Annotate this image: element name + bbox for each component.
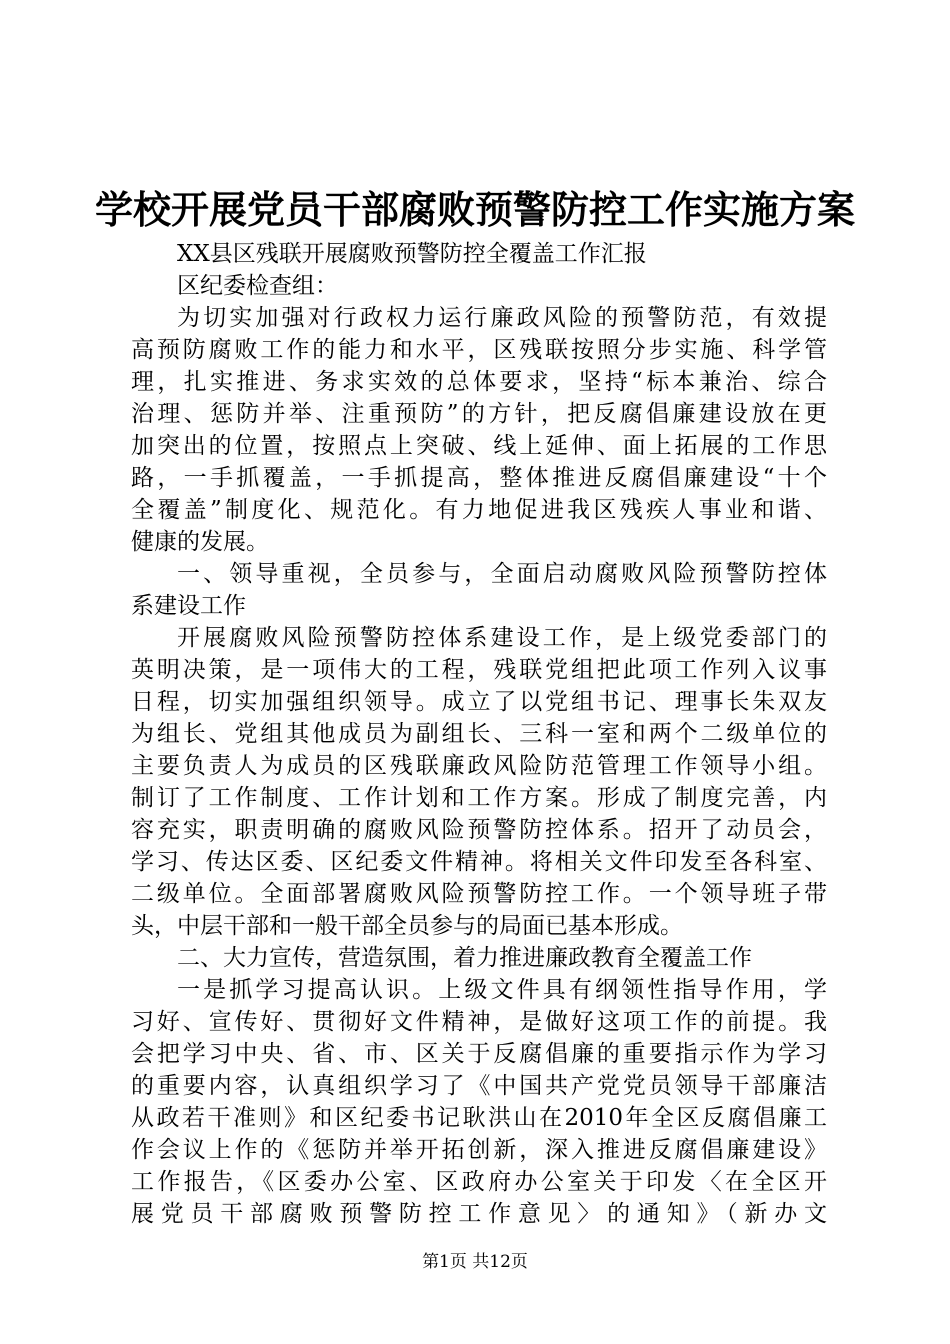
body-line: 加突出的位置，按照点上突破、线上延伸、面上拓展的工作思 (131, 433, 827, 459)
body-line: 容充实，职责明确的腐败风险预警防控体系。招开了动员会， (131, 817, 827, 843)
body-line: 制订了工作制度、工作计划和工作方案。形成了制度完善，内 (131, 785, 827, 811)
body-line: 开展腐败风险预警防控体系建设工作，是上级党委部门的 (177, 625, 827, 651)
body-line: 习好、宣传好、贯彻好文件精神，是做好这项工作的前提。我 (131, 1009, 827, 1035)
body-line: 全覆盖”制度化、规范化。有力地促进我区残疾人事业和谐、 (131, 497, 827, 523)
body-line: 展党员干部腐败预警防控工作意见〉的通知》（新办文 (131, 1201, 827, 1227)
body-line: 区纪委检查组： (177, 273, 338, 299)
body-line: 会把学习中央、省、市、区关于反腐倡廉的重要指示作为学习 (131, 1041, 827, 1067)
body-line: 治理、惩防并举、注重预防”的方针，把反腐倡廉建设放在更 (131, 401, 827, 427)
body-line: 路，一手抓覆盖，一手抓提高，整体推进反腐倡廉建设“十个 (131, 465, 827, 491)
body-line: 头，中层干部和一般干部全员参与的局面已基本形成。 (131, 913, 683, 939)
body-line: 英明决策，是一项伟大的工程，残联党组把此项工作列入议事 (131, 657, 827, 683)
body-line: 为切实加强对行政权力运行廉政风险的预警防范，有效提 (177, 305, 827, 331)
body-line: XX县区残联开展腐败预警防控全覆盖工作汇报 (177, 241, 647, 267)
body-line: 主要负责人为成员的区残联廉政风险防范管理工作领导小组。 (131, 753, 827, 779)
body-line: 理，扎实推进、务求实效的总体要求，坚持“标本兼治、综合 (131, 369, 827, 395)
body-line: 健康的发展。 (131, 529, 269, 555)
body-line: 的重要内容，认真组织学习了《中国共产党党员领导干部廉洁 (131, 1073, 827, 1099)
body-line: 高预防腐败工作的能力和水平，区残联按照分步实施、科学管 (131, 337, 827, 363)
document-title: 学校开展党员干部腐败预警防控工作实施方案 (94, 187, 855, 232)
body-line: 二、大力宣传，营造氛围，着力推进廉政教育全覆盖工作 (177, 945, 752, 971)
page-footer: 第1页 共12页 (422, 1252, 528, 1272)
body-line: 二级单位。全面部署腐败风险预警防控工作。一个领导班子带 (131, 881, 827, 907)
document-body (131, 238, 827, 1230)
body-line: 工作报告，《区委办公室、区政府办公室关于印发〈在全区开 (131, 1169, 827, 1195)
body-line: 日程，切实加强组织领导。成立了以党组书记、理事长朱双友 (131, 689, 827, 715)
body-line: 学习、传达区委、区纪委文件精神。将相关文件印发至各科室、 (131, 849, 827, 875)
body-line: 作会议上作的《惩防并举开拓创新，深入推进反腐倡廉建设》 (131, 1137, 827, 1163)
body-line: 一、领导重视，全员参与，全面启动腐败风险预警防控体 (177, 561, 827, 587)
body-line: 系建设工作 (131, 593, 246, 619)
body-line: 为组长、党组其他成员为副组长、三科一室和两个二级单位的 (131, 721, 827, 747)
body-line: 从政若干准则》和区纪委书记耿洪山在2010年全区反腐倡廉工 (131, 1105, 827, 1131)
body-line: 一是抓学习提高认识。上级文件具有纲领性指导作用，学 (177, 977, 827, 1003)
